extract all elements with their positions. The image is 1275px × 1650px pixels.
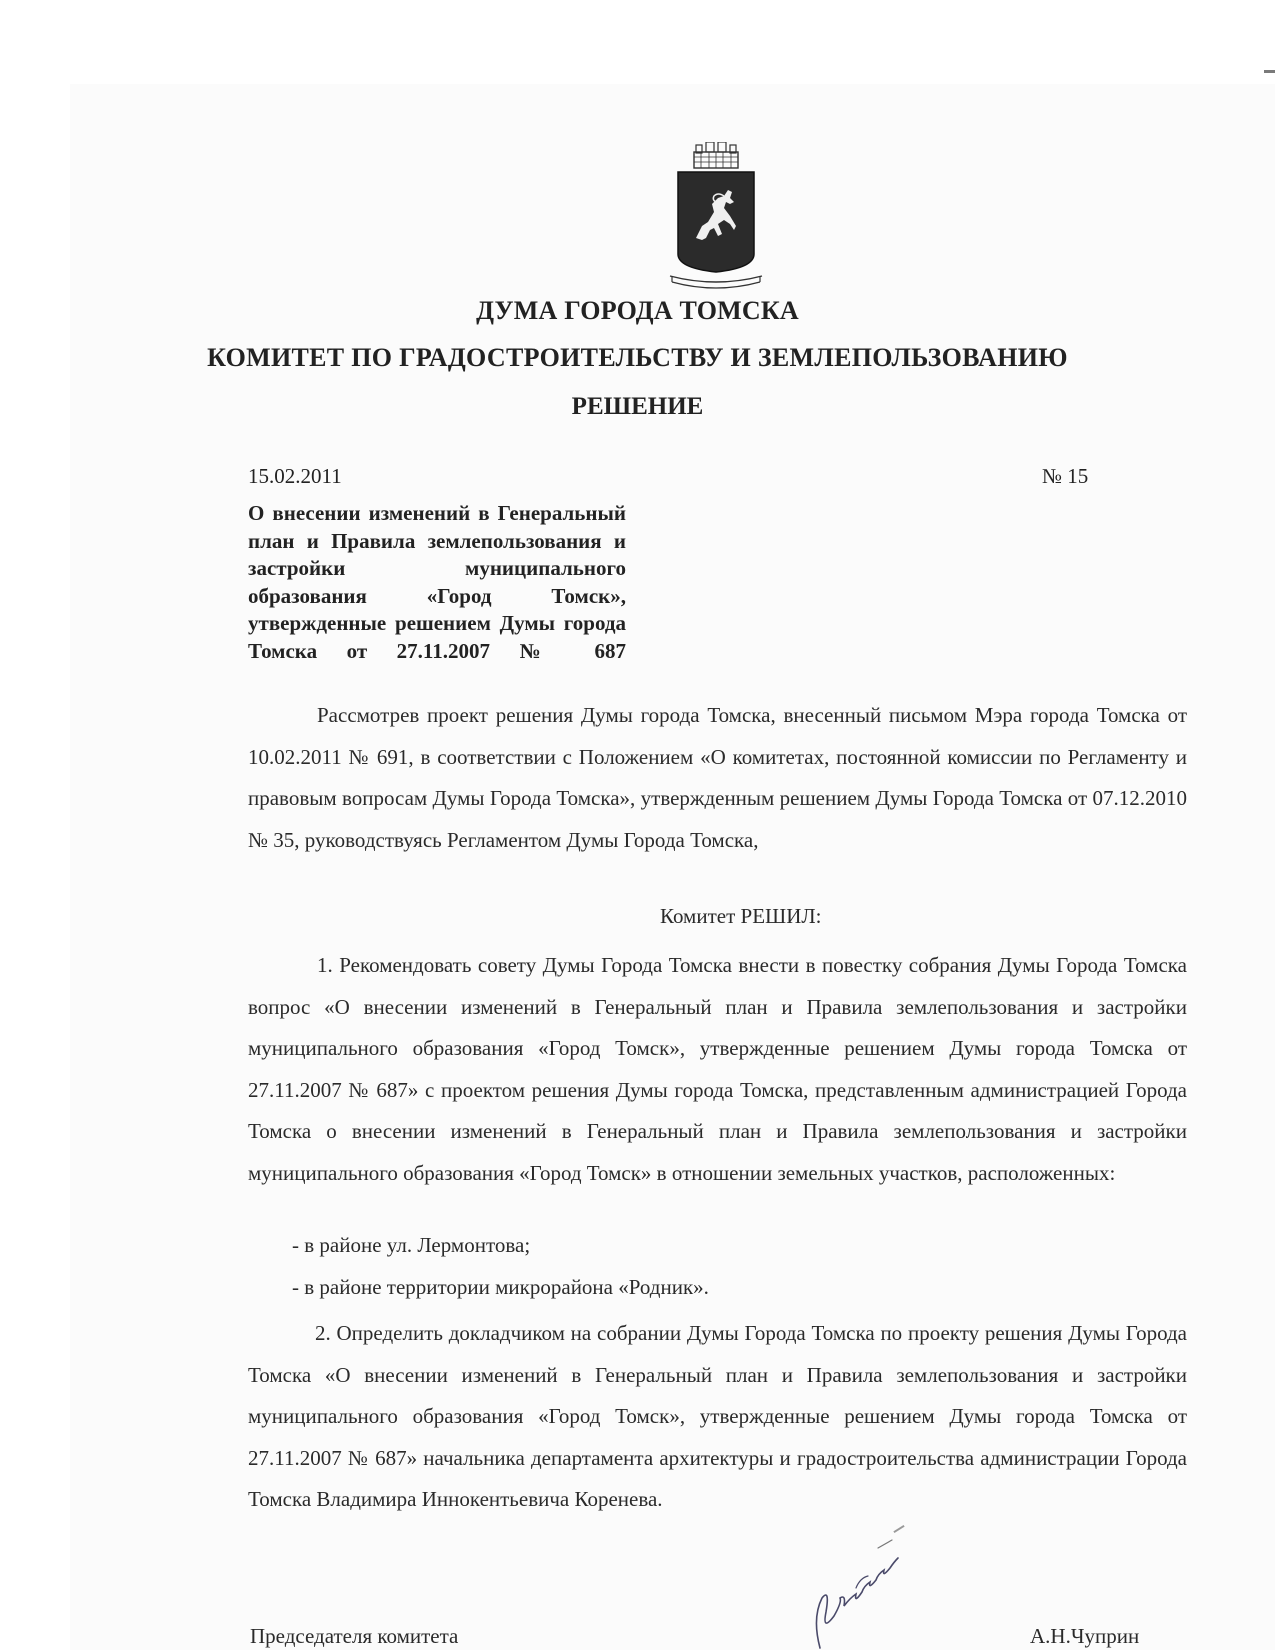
coat-of-arms-icon <box>668 142 764 294</box>
handwritten-signature <box>760 1528 910 1650</box>
preamble-paragraph: Рассмотрев проект решения Думы города Томска, внесенный письмом Мэра города Томска от 10.02.2011 № 691, в соответствии с Положением «О комитетах, постоянной комиссии по Регламенту и правовым вопросам Думы Города Томска», утвержденным решением Думы Города Томска от 07.12.2010 № 35, руководствуясь Регламентом Думы Города Томска, <box>248 703 1187 852</box>
document-date: 15.02.2011 <box>248 464 342 488</box>
document-subject: О внесении изменений в Генеральный план и Правила землепользования и застройки муниципального образования «Город Томск», утвержденные решением Думы города Томска от 27.11.2007 № 687 <box>248 501 626 663</box>
location-item: - в районе территории микрорайона «Родник». <box>292 1275 709 1299</box>
committee-title: КОМИТЕТ ПО ГРАДОСТРОИТЕЛЬСТВУ И ЗЕМЛЕПОЛЬЗОВАНИЮ <box>207 343 1068 372</box>
item-2-paragraph: 2. Определить докладчиком на собрании Думы Города Томска по проекту решения Думы Города Томска «О внесении изменений в Генеральный план и Правила землепользования и застройки муниципального образования «Город Томск», утвержденные решением Думы города Томска от 27.11.2007 № 687» начальника департамента архитектуры и градостроительства администрации Города Томска Владимира Иннокентьевича Коренева. <box>248 1321 1187 1511</box>
signatory-name: А.Н.Чуприн <box>1030 1624 1140 1648</box>
item-1-paragraph: 1. Рекомендовать совету Думы Города Томска внести в повестку собрания Думы Города Томска вопрос «О внесении изменений в Генеральный план и Правила землепользования и застройки муниципального образования «Город Томск», утвержденные решением Думы города Томска от 27.11.2007 № 687» с проектом решения Думы города Томска, представленным администрацией Города Томска о внесении изменений в Генеральный план и Правила землепользования и застройки муниципального образования «Город Томск» в отношении земельных участков, расположенных: <box>248 953 1187 1185</box>
signatory-role: Председателя комитета <box>250 1624 459 1648</box>
document-type: РЕШЕНИЕ <box>571 393 704 420</box>
resolved-heading: Комитет РЕШИЛ: <box>660 904 822 928</box>
organization-title: ДУМА ГОРОДА ТОМСКА <box>476 296 799 325</box>
document-number: № 15 <box>1042 464 1089 488</box>
scan-edge-mark <box>1264 70 1275 73</box>
location-item: - в районе ул. Лермонтова; <box>292 1233 531 1257</box>
